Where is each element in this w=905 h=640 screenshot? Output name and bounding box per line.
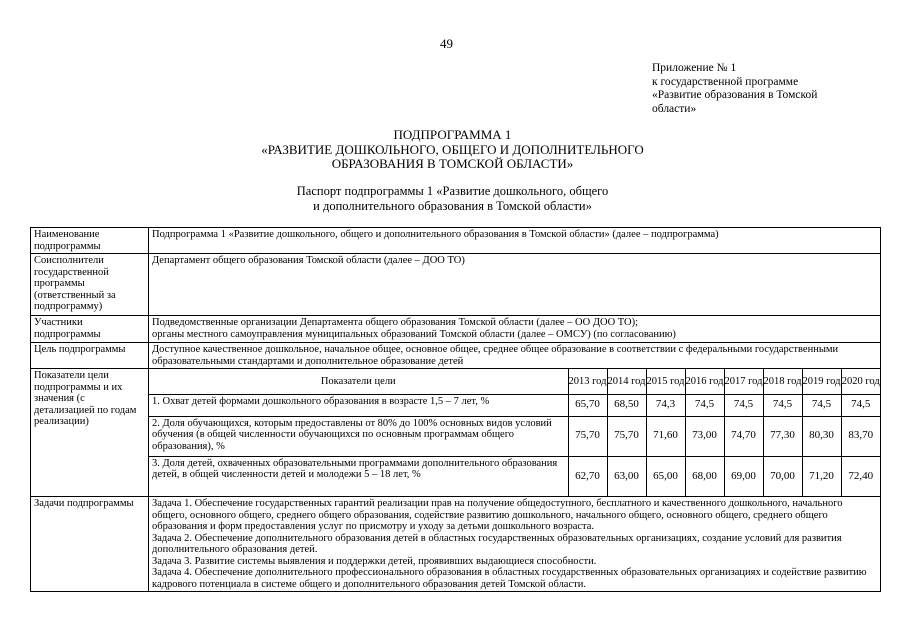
row-coexecutors <box>31 254 881 316</box>
task-item: Задача 4. Обеспечение дополнительного профессионального образования в областных государственных образовательных организациях и содействие развитию кадрового потенциала в системе общего и дополнительного образования детей Томской области. <box>152 567 867 590</box>
indicator-value: 62,70 <box>568 456 607 496</box>
row-label: Соисполнители государственной программы (ответственный за подпрограмму) <box>31 254 149 316</box>
subprogram-title <box>150 128 755 172</box>
task-item: Задача 1. Обеспечение государственных гарантий реализации прав на получение общедоступного, бесплатного и качественного дошкольного, начального общего, основного общего, среднего общего образования, содействие развитию дошкольного, начального общего, основного общего, среднего общего образования и форм предоставления услуг по присмотру и уходу за детьми дошкольного возраста. <box>152 498 843 532</box>
task-item: Задача 2. Обеспечение дополнительного образования детей в областных государственных образовательных организациях, создание условий для развития дополнительного образования детей. <box>152 532 842 555</box>
participants-line: Подведомственные организации Департамента общего образования Томской области (далее – ОО ДОО ТО); <box>152 317 639 328</box>
indicator-value: 73,00 <box>685 416 724 456</box>
row-value: Подпрограмма 1 «Развитие дошкольного, общего и дополнительного образования в Томской области» (далее – подпрограмма) <box>149 228 881 254</box>
row-value: Доступное качественное дошкольное, начальное общее, основное общее, среднее общее образование в соответствии с федеральными государственными образовательными стандартами и дополнительное образование детей <box>149 343 881 369</box>
indicators-header: Показатели цели <box>149 369 568 394</box>
row-label: Цель подпрограммы <box>31 343 149 369</box>
passport-title <box>150 184 755 213</box>
row-label: Показатели цели подпрограммы и их значения (с детализацией по годам реализации) <box>31 369 149 497</box>
year-header: 2019 год <box>802 369 841 394</box>
indicator-value: 74,5 <box>685 394 724 416</box>
indicator-value: 74,70 <box>724 416 763 456</box>
row-label: Наименование подпрограммы <box>31 228 149 254</box>
indicator-value: 75,70 <box>568 416 607 456</box>
indicators-header-row <box>149 369 880 394</box>
row-value: Департамент общего образования Томской области (далее – ДОО ТО) <box>149 254 881 316</box>
indicators-table <box>149 369 880 496</box>
indicator-value: 77,30 <box>763 416 802 456</box>
indicator-value: 71,20 <box>802 456 841 496</box>
year-header: 2016 год <box>685 369 724 394</box>
appendix-line: «Развитие образования в Томской <box>652 89 818 101</box>
indicator-name: 1. Охват детей формами дошкольного образования в возрасте 1,5 – 7 лет, % <box>149 394 568 416</box>
indicator-value: 83,70 <box>841 416 880 456</box>
indicator-value: 65,70 <box>568 394 607 416</box>
indicator-value: 80,30 <box>802 416 841 456</box>
appendix-note <box>652 62 882 116</box>
row-label: Задачи подпрограммы <box>31 497 149 592</box>
passport-table <box>30 227 881 592</box>
indicator-value: 74,5 <box>802 394 841 416</box>
indicator-row <box>149 394 880 416</box>
year-header: 2013 год <box>568 369 607 394</box>
indicator-value: 72,40 <box>841 456 880 496</box>
row-label: Участники подпрограммы <box>31 316 149 343</box>
row-name <box>31 228 881 254</box>
indicator-name: 2. Доля обучающихся, которым предоставлены от 80% до 100% основных видов условий обучения (в общей численности обучающихся по основным программам общего образования), % <box>149 416 568 456</box>
row-participants <box>31 316 881 343</box>
indicator-value: 75,70 <box>607 416 646 456</box>
indicator-row <box>149 416 880 456</box>
row-tasks <box>31 497 881 592</box>
row-goal <box>31 343 881 369</box>
participants-line: органы местного самоуправления муниципальных образований Томской области (далее – ОМСУ) (по согласованию) <box>152 328 676 340</box>
indicator-value: 70,00 <box>763 456 802 496</box>
passport-title-line: и дополнительного образования в Томской области» <box>313 198 592 213</box>
indicator-value: 74,5 <box>841 394 880 416</box>
indicator-value: 74,3 <box>646 394 685 416</box>
appendix-line: к государственной программе <box>652 75 799 88</box>
indicator-value: 69,00 <box>724 456 763 496</box>
row-value <box>149 316 881 343</box>
row-value <box>149 497 881 592</box>
title-line: «РАЗВИТИЕ ДОШКОЛЬНОГО, ОБЩЕГО И ДОПОЛНИТЕЛЬНОГО <box>261 141 644 157</box>
indicator-value: 65,00 <box>646 456 685 496</box>
indicator-value: 74,5 <box>724 394 763 416</box>
indicator-value: 63,00 <box>607 456 646 496</box>
year-header: 2020 год <box>841 369 880 394</box>
indicator-value: 74,5 <box>763 394 802 416</box>
title-line: ПОДПРОГРАММА 1 <box>393 127 512 142</box>
title-line: ОБРАЗОВАНИЯ В ТОМСКОЙ ОБЛАСТИ» <box>331 156 574 171</box>
indicator-value: 71,60 <box>646 416 685 456</box>
indicator-name: 3. Доля детей, охваченных образовательными программами дополнительного образования детей, в общей численности детей и молодежи 5 – 18 лет, % <box>149 456 568 496</box>
indicators-cell <box>149 369 881 497</box>
task-item: Задача 3. Развитие системы выявления и поддержки детей, проявивших выдающиеся способности. <box>152 555 597 567</box>
page-number: 49 <box>440 36 453 51</box>
indicator-value: 68,00 <box>685 456 724 496</box>
indicator-row <box>149 456 880 496</box>
indicator-value: 68,50 <box>607 394 646 416</box>
year-header: 2015 год <box>646 369 685 394</box>
appendix-line: Приложение № 1 <box>652 62 737 74</box>
year-header: 2018 год <box>763 369 802 394</box>
year-header: 2014 год <box>607 369 646 394</box>
appendix-line: области» <box>652 102 697 115</box>
year-header: 2017 год <box>724 369 763 394</box>
row-indicators <box>31 369 881 497</box>
passport-title-line: Паспорт подпрограммы 1 «Развитие дошкольного, общего <box>296 184 609 198</box>
